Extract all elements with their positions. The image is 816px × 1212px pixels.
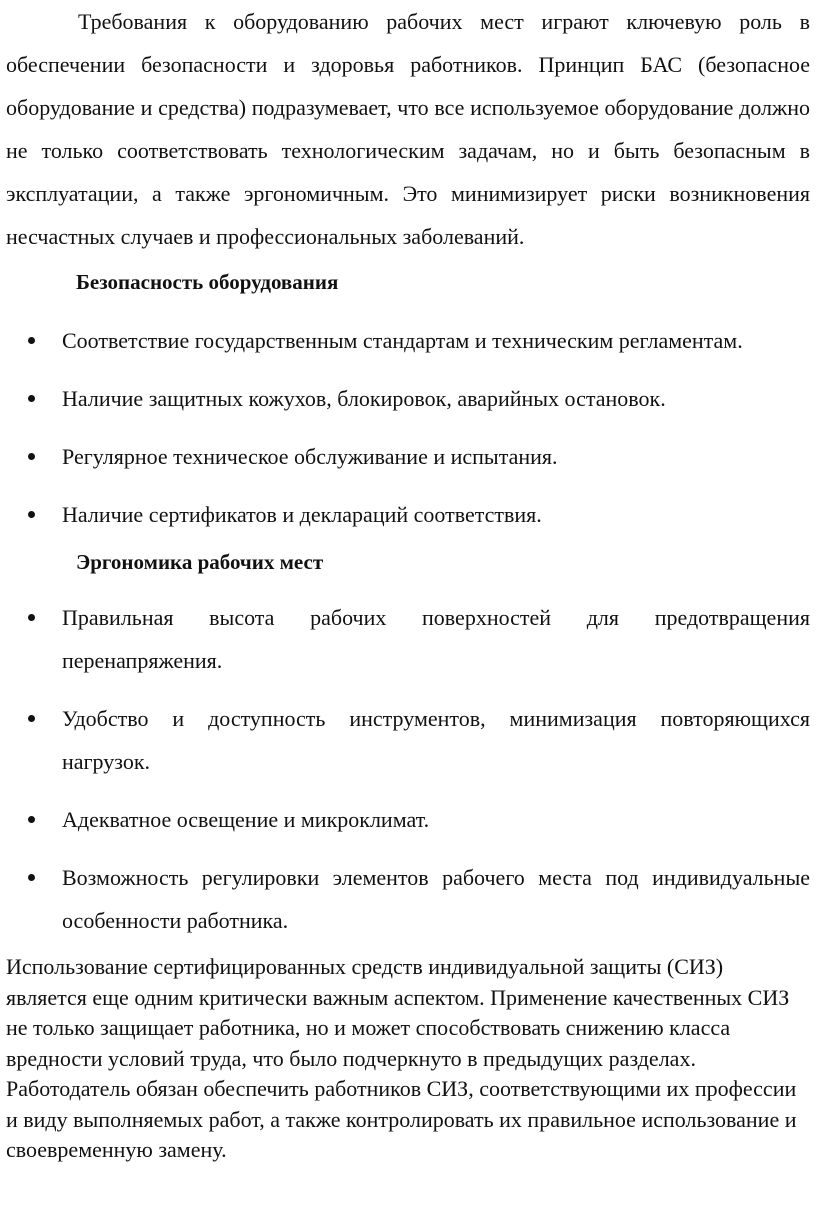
list-item-text: Удобство и доступность инструментов, минимизация повторяющихся нагрузок. <box>62 706 810 774</box>
list-item-text: Правильная высота рабочих поверхностей для предотвращения перенапряжения. <box>62 605 810 673</box>
list-item-text: Адекватное освещение и микроклимат. <box>62 807 430 832</box>
list-item <box>0 493 816 551</box>
section-title-safety: Безопасность оборудования <box>76 270 339 294</box>
intro-paragraph: Требования к оборудованию рабочих мест играют ключевую роль в обеспечении безопасности и здоровья работников. Принцип БАС (безопасное оборудование и средства) подразумевает, что все используемое оборудование должно не только соответствовать технологическим задачам, но и быть безопасным в эксплуатации, а также эргономичным. Это минимизирует риски возникновения несчастных случаев и профессиональных заболеваний. <box>6 9 810 249</box>
bullet-icon <box>28 395 35 402</box>
list-item <box>0 377 816 435</box>
list-item-text: Возможность регулировки элементов рабочего места под индивидуальные особенности работника. <box>62 865 810 933</box>
list-item-text: Наличие сертификатов и деклараций соответствия. <box>62 502 542 527</box>
list-item <box>0 697 816 798</box>
list-item <box>0 856 816 957</box>
bullet-icon <box>28 816 35 823</box>
list-item <box>0 319 816 377</box>
list-item-text: Регулярное техническое обслуживание и испытания. <box>62 444 558 469</box>
bullet-icon <box>28 511 35 518</box>
section-title-ergonomics: Эргономика рабочих мест <box>76 550 324 574</box>
bullet-icon <box>28 337 35 344</box>
bullet-icon <box>28 874 35 881</box>
bullet-icon <box>28 453 35 460</box>
list-item-text: Соответствие государственным стандартам и техническим регламентам. <box>62 328 743 353</box>
closing-paragraph: Использование сертифицированных средств индивидуальной защиты (СИЗ) является еще одним критически важным аспектом. Применение качественных СИЗ не только защищает работника, но и может способствовать снижению класса вредности условий труда, что было подчеркнуто в предыдущих разделах. Работодатель обязан обеспечить работников СИЗ, соответствующими их профессии и виду выполняемых работ, а также контролировать их правильное использование и своевременную замену. <box>6 954 797 1162</box>
bullet-icon <box>28 715 35 722</box>
list-item <box>0 798 816 856</box>
safety-list <box>0 319 816 551</box>
list-item <box>0 596 816 697</box>
ergonomics-list <box>0 596 816 957</box>
bullet-icon <box>28 614 35 621</box>
list-item <box>0 435 816 493</box>
list-item-text: Наличие защитных кожухов, блокировок, аварийных остановок. <box>62 386 666 411</box>
